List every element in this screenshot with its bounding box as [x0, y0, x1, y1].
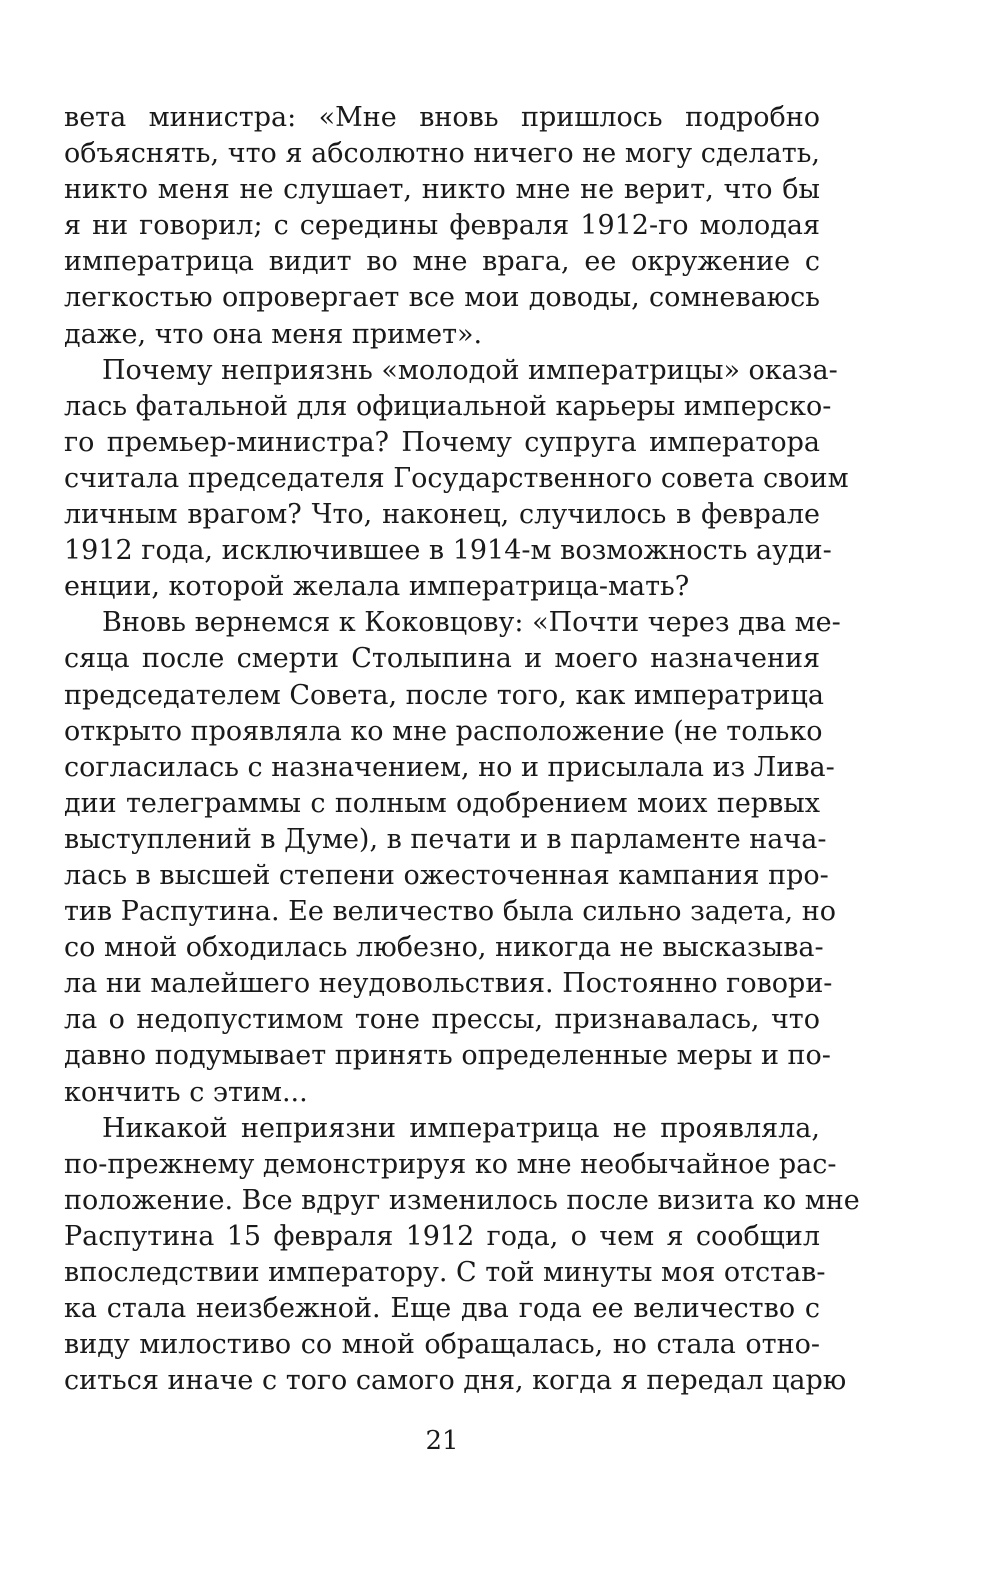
text-line: тив Распутина. Ее величество была сильно задета, но	[64, 896, 836, 928]
text-line: дии телеграммы с полным одобрением моих первых	[64, 787, 820, 819]
text-line: Распутина 15 февраля 1912 года, о чем я сообщил	[64, 1220, 820, 1252]
body-text	[64, 100, 860, 1399]
text-line: я ни говорил; с середины февраля 1912-го молодая	[64, 210, 820, 242]
text-line: ла о недопустимом тоне прессы, признавалась, что	[64, 1004, 820, 1036]
text-line: согласилась с назначением, но и присылала из Лива-	[64, 751, 835, 783]
paragraph	[64, 353, 849, 606]
text-line: по-прежнему демонстрируя ко мне необычайное рас-	[64, 1148, 837, 1180]
text-line: виду милостиво со мной обращалась, но стала отно-	[64, 1329, 820, 1361]
text-line: Почему неприязнь «молодой императрицы» оказа-	[102, 354, 838, 386]
text-line: ситься иначе с того самого дня, когда я передал царю	[64, 1365, 847, 1397]
text-line: личным врагом? Что, наконец, случилось в феврале	[64, 499, 820, 531]
text-line: председателем Совета, после того, как императрица	[64, 679, 824, 711]
text-line: считала председателя Государственного совета своим	[64, 462, 849, 494]
text-line: давно подумывает принять определенные меры и по-	[64, 1040, 831, 1072]
paragraph	[64, 100, 820, 353]
text-line: со мной обходилась любезно, никогда не высказыва-	[64, 932, 824, 964]
text-line: Никакой неприязни императрица не проявляла,	[102, 1112, 820, 1144]
text-line: лась фатальной для официальной карьеры имперско-	[64, 390, 832, 422]
text-line: 1912 года, исключившее в 1914-м возможность ауди-	[64, 535, 832, 567]
text-line: выступлений в Думе), в печати и в парламенте нача-	[64, 823, 827, 855]
text-line: объяснять, что я абсолютно ничего не могу сделать,	[64, 138, 820, 170]
text-line: положение. Все вдруг изменилось после визита ко мне	[64, 1184, 860, 1216]
text-line: сяца после смерти Столыпина и моего назначения	[64, 643, 820, 675]
text-line: никто меня не слушает, никто мне не верит, что бы	[64, 174, 820, 206]
text-line: вета министра: «Мне вновь пришлось подробно	[64, 102, 820, 133]
paragraph	[64, 1111, 860, 1400]
text-line: го премьер-министра? Почему супруга императора	[64, 426, 820, 458]
text-line: впоследствии императору. С той минуты моя отстав-	[64, 1257, 826, 1288]
text-line: легкостью опровергает все мои доводы, сомневаюсь	[64, 282, 820, 314]
text-line: императрица видит во мне врага, ее окружение с	[64, 246, 820, 278]
text-line: открыто проявляла ко мне расположение (не только	[64, 715, 823, 747]
text-line: ка стала неизбежной. Еще два года ее величество с	[64, 1293, 820, 1325]
text-line: даже, что она меня примет».	[64, 318, 483, 350]
paragraph	[64, 605, 841, 1110]
page-number: 21	[425, 1426, 459, 1456]
text-line: лась в высшей степени ожесточенная кампания про-	[64, 859, 829, 891]
text-line: енции, которой желала императрица-мать?	[64, 571, 690, 603]
text-line: кончить с этим...	[64, 1076, 308, 1108]
text-line: Вновь вернемся к Коковцову: «Почти через два ме-	[102, 607, 841, 639]
text-line: ла ни малейшего неудовольствия. Постоянно говори-	[64, 968, 833, 1000]
